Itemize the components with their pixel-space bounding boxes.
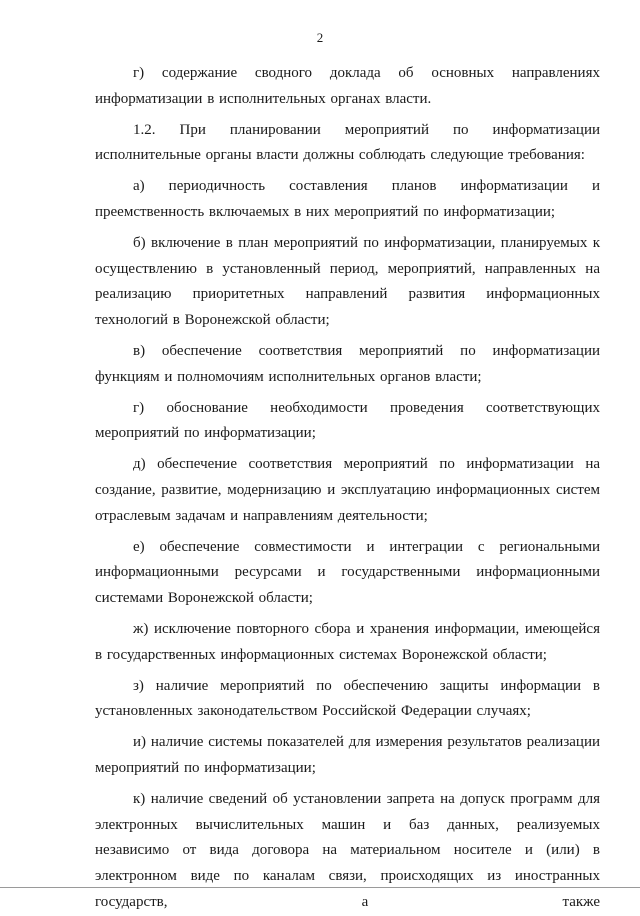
paragraph-v-compliance: в) обеспечение соответствия мероприятий по информатизации функциям и полномочиям исполнительных органов власти; <box>95 342 600 385</box>
paragraph-zh-deduplication: ж) исключение повторного сбора и хранения информации, имеющейся в государственных информационных системах Воронежской области; <box>95 620 600 663</box>
page-number: 2 <box>316 30 324 45</box>
paragraph-e-compatibility: е) обеспечение совместимости и интеграции с региональными информационными ресурсами и государственными информационными системами Воронежской области; <box>95 538 600 607</box>
paragraph-g-summary-report: г) содержание сводного доклада об основных направлениях информатизации в исполнительных органах власти. <box>95 65 600 107</box>
paragraph-b-inclusion: б) включение в план мероприятий по информатизации, планируемых к осуществлению в установленный период, мероприятий, направленных на реализацию приоритетных направлений развития информационных технологий в Воронежской области; <box>95 234 600 329</box>
paragraph-a-periodicity: а) периодичность составления планов информатизации и преемственность включаемых в них мероприятий по информатизации; <box>95 178 600 220</box>
paragraph-i-indicators: и) наличие системы показателей для измерения результатов реализации мероприятий по информатизации; <box>95 734 600 776</box>
page-bottom-divider <box>0 887 640 888</box>
document-body <box>95 61 600 916</box>
paragraph-g-justification: г) обоснование необходимости проведения соответствующих мероприятий по информатизации; <box>95 399 600 442</box>
paragraph-d-systems: д) обеспечение соответствия мероприятий по информатизации на создание, развитие, модернизацию и эксплуатацию информационных систем отраслевым задачам и направлениям деятельности; <box>95 456 600 524</box>
paragraph-1-2-requirements: 1.2. При планировании мероприятий по информатизации исполнительные органы власти должны соблюдать следующие требования: <box>95 121 600 164</box>
paragraph-k-ban-info: к) наличие сведений об установлении запрета на допуск программ для электронных вычислительных машин и баз данных, реализуемых независимо от вида договора на материальном носителе и (или) в электронном виде по каналам связи, происходящих из иностранных государств, а также <box>95 790 600 910</box>
paragraph-z-security: з) наличие мероприятий по обеспечению защиты информации в установленных законодательством Российской Федерации случаях; <box>95 677 600 720</box>
